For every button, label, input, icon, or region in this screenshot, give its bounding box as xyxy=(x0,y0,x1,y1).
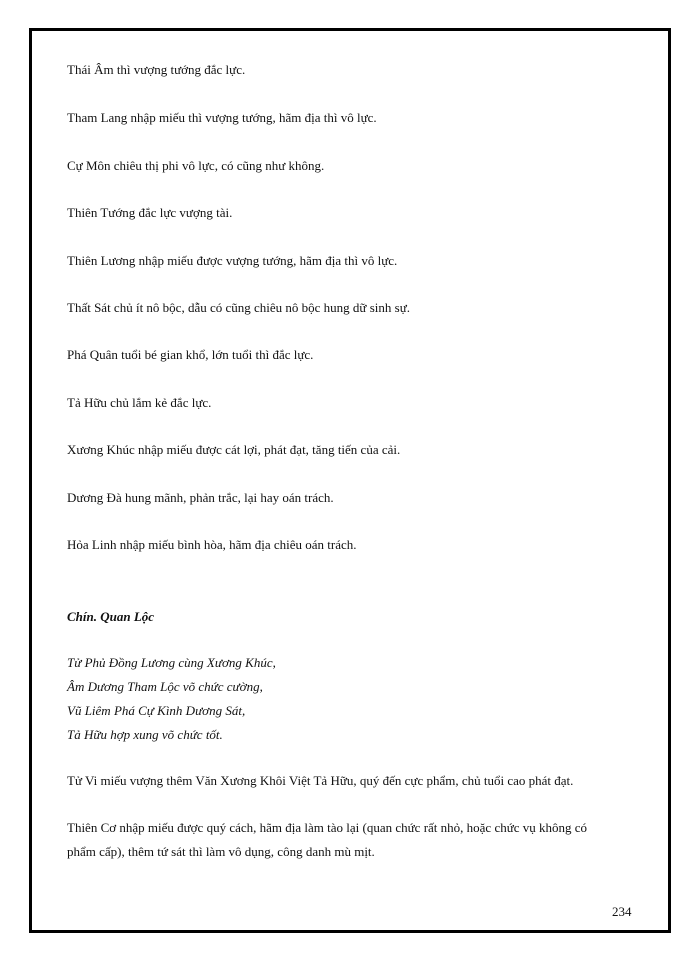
poem-line: Tử Phủ Đồng Lương cùng Xương Khúc, xyxy=(67,655,276,670)
poem-line: Tả Hữu hợp xung võ chức tốt. xyxy=(67,727,223,742)
paragraph: Tả Hữu chủ lắm kẻ đắc lực. xyxy=(67,395,212,410)
paragraph: Thiên Tướng đắc lực vượng tài. xyxy=(67,205,233,220)
poem-line: Vũ Liêm Phá Cự Kình Dương Sát, xyxy=(67,703,246,718)
paragraph: Phá Quân tuổi bé gian khổ, lớn tuổi thì đắc lực. xyxy=(67,347,314,362)
page-number: 234 xyxy=(612,904,632,919)
paragraph: Thiên Lương nhập miếu được vượng tướng, hãm địa thì vô lực. xyxy=(67,253,398,268)
paragraph: Hỏa Linh nhập miếu bình hòa, hãm địa chiêu oán trách. xyxy=(67,537,357,552)
paragraph: Dương Đà hung mãnh, phản trắc, lại hay oán trách. xyxy=(67,490,334,505)
paragraph: Cự Môn chiêu thị phi vô lực, có cũng như không. xyxy=(67,158,325,173)
paragraph: phẩm cấp), thêm tứ sát thì làm vô dụng, công danh mù mịt. xyxy=(67,844,375,859)
paragraph: Tham Lang nhập miếu thì vượng tướng, hãm địa thì vô lực. xyxy=(67,110,377,125)
paragraph: Xương Khúc nhập miếu được cát lợi, phát đạt, tăng tiến của cải. xyxy=(67,442,401,457)
paragraph: Thái Âm thì vượng tướng đắc lực. xyxy=(67,62,246,77)
paragraph: Thiên Cơ nhập miếu được quý cách, hãm địa làm tào lại (quan chức rất nhỏ, hoặc chức vụ không có xyxy=(67,820,588,835)
paragraph: Thất Sát chủ ít nô bộc, dẫu có cũng chiêu nô bộc hung dữ sinh sự. xyxy=(67,300,411,315)
section-heading: Chín. Quan Lộc xyxy=(67,609,155,624)
poem-line: Âm Dương Tham Lộc võ chức cường, xyxy=(67,679,263,694)
paragraph: Tử Vi miếu vượng thêm Văn Xương Khôi Việt Tả Hữu, quý đến cực phẩm, chủ tuổi cao phát đạt. xyxy=(67,773,574,788)
